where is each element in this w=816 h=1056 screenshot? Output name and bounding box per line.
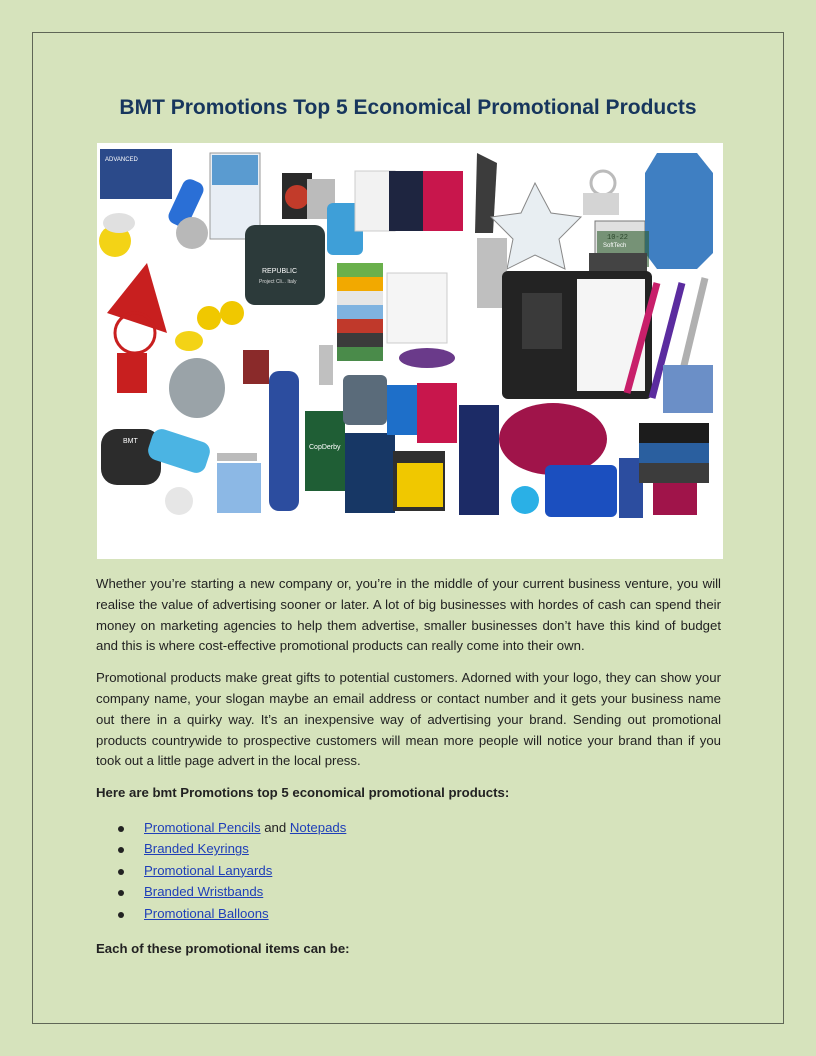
svg-text:REPUBLIC: REPUBLIC [262,268,298,275]
document-body [96,574,721,974]
list-item [96,882,721,903]
page-title: BMT Promotions Top 5 Economical Promotional Products [119,96,697,119]
list-intro: Here are bmt Promotions top 5 economical promotional products: [96,785,510,801]
list-item [96,861,721,882]
promotional-products-image [97,143,723,559]
promotional-balloons-link[interactable]: Promotional Balloons [144,905,269,921]
products-list [96,818,721,925]
thermos-shape [269,371,299,511]
svg-text:SoftTech: SoftTech [603,243,627,249]
duffel-bag-shape [499,403,607,475]
products-collage [97,143,723,559]
list-item-joiner: and [260,819,290,835]
list-item [96,818,721,839]
intro-paragraph: Whether you’re starting a new company or, you’re in the middle of your current business venture, you will realise the value of advertising sooner or later. A lot of big businesses with hordes of cash can spend their money on marketing agencies to help them advertise, smaller businesses don’t have this kind of budget and this is where cost-effective promotional products can really come into their own. [96,576,721,654]
svg-text:CopDerby: CopDerby [309,444,341,451]
branded-keyrings-link[interactable]: Branded Keyrings [144,841,249,857]
card-label: ADVANCED [105,157,138,163]
black-bag-shape [245,225,325,305]
crystal-block-shape [645,153,713,269]
pink-shirt-shape [423,171,463,231]
trophy-shape [475,153,497,233]
list-item [96,839,721,860]
svg-text:BMT: BMT [123,438,138,445]
closing-heading: Each of these promotional items can be: [96,940,350,956]
benefits-paragraph: Promotional products make great gifts to potential customers. Adorned with your logo, they can show your company name, your slogan maybe an email address or contact number and it gets your business name out there in a quirky way. It’s an inexpensive way of advertising your brand. Sending out promotional products countrywide to prospective customers will mean more people will notice your brand than if you took out a little page advert in the local press. [96,670,721,769]
red-bag-shape [107,263,167,333]
mouse-shape [169,358,225,418]
list-item [96,904,721,925]
svg-text:Project Cli... Italy: Project Cli... Italy [259,279,297,285]
branded-wristbands-link[interactable]: Branded Wristbands [144,884,264,900]
promotional-pencils-link[interactable]: Promotional Pencils [144,819,261,835]
promotional-lanyards-link[interactable]: Promotional Lanyards [144,862,273,878]
green-mug-shape [305,411,345,491]
notepads-link[interactable]: Notepads [289,819,347,835]
